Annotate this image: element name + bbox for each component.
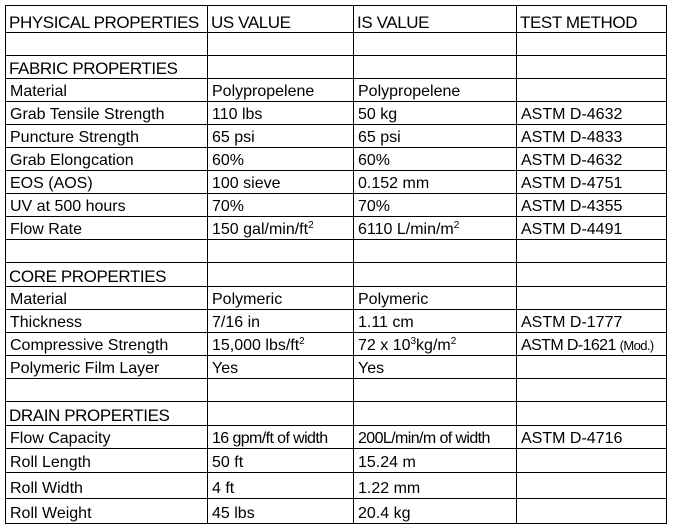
table-row [6,333,667,356]
superscript: 2 [450,336,457,347]
section-title-fabric: FABRIC PROPERTIES [6,56,208,79]
is-value: 1.11 cm [354,310,517,333]
test-method [517,333,667,356]
empty-cell [6,379,208,402]
header-test-method: TEST METHOD [517,6,667,33]
table-row [6,217,667,240]
test-method-note: (Mod.) [619,338,654,353]
is-value [354,333,517,356]
us-value: 70% [208,194,354,217]
empty-cell [6,33,208,56]
table-row [6,148,667,171]
is-value: Polymeric [354,287,517,310]
header-row [6,6,667,33]
is-value: 50 kg [354,102,517,125]
superscript: 3 [410,336,417,347]
empty-cell [208,56,354,79]
is-value-text: 72 x 10 [358,337,411,354]
test-method [517,356,667,379]
us-value: 50 ft [208,449,354,473]
header-is-value: IS VALUE [354,6,517,33]
empty-cell [354,240,517,263]
table-row [6,356,667,379]
property-name: Flow Capacity [6,426,208,449]
us-value-text: 150 gal/min/ft [212,221,309,238]
test-method: ASTM D-4751 [517,171,667,194]
empty-cell [354,33,517,56]
property-name: Flow Rate [6,217,208,240]
is-value: 15.24 m [354,449,517,473]
us-value: Yes [208,356,354,379]
section-title-core: CORE PROPERTIES [6,263,208,287]
empty-cell [6,240,208,263]
is-value: 60% [354,148,517,171]
is-value: Polypropelene [354,79,517,102]
test-method: ASTM D-4716 [517,426,667,449]
is-value: 65 psi [354,125,517,148]
spacer-row [6,33,667,56]
property-name: UV at 500 hours [6,194,208,217]
test-method: ASTM D-4632 [517,148,667,171]
empty-cell [354,379,517,402]
is-value-unit: kg/m [416,337,451,354]
property-name: Grab Tensile Strength [6,102,208,125]
us-value: 60% [208,148,354,171]
test-method: ASTM D-4355 [517,194,667,217]
us-value [208,217,354,240]
empty-cell [208,33,354,56]
us-value: 7/16 in [208,310,354,333]
us-value: Polypropelene [208,79,354,102]
is-value: 200L/min/m of width [354,426,517,449]
property-name: Compressive Strength [6,333,208,356]
superscript: 2 [453,220,460,231]
table-row [6,194,667,217]
empty-cell [517,379,667,402]
table-row [6,426,667,449]
empty-cell [354,263,517,287]
table-row [6,310,667,333]
empty-cell [517,56,667,79]
section-row-core [6,263,667,287]
property-name: Material [6,287,208,310]
property-name: Polymeric Film Layer [6,356,208,379]
us-value: 4 ft [208,473,354,499]
test-method [517,79,667,102]
spacer-row [6,379,667,402]
is-value [354,217,517,240]
empty-cell [354,56,517,79]
us-value-text: 15,000 lbs/ft [212,337,300,354]
table-row [6,499,667,524]
property-name: EOS (AOS) [6,171,208,194]
us-value: 100 sieve [208,171,354,194]
is-value-text: 6110 L/min/m [358,221,454,238]
test-method [517,499,667,524]
property-name: Roll Weight [6,499,208,524]
is-value: 20.4 kg [354,499,517,524]
properties-table [5,5,667,524]
us-value [208,333,354,356]
empty-cell [517,402,667,426]
header-us-value: US VALUE [208,6,354,33]
us-value: 65 psi [208,125,354,148]
header-physical-properties: PHYSICAL PROPERTIES [6,6,208,33]
empty-cell [517,240,667,263]
table-row [6,102,667,125]
is-value: 1.22 mm [354,473,517,499]
empty-cell [208,402,354,426]
is-value: 0.152 mm [354,171,517,194]
property-name: Material [6,79,208,102]
is-value: 70% [354,194,517,217]
test-method [517,449,667,473]
is-value: Yes [354,356,517,379]
property-name: Roll Length [6,449,208,473]
table-row [6,287,667,310]
spacer-row [6,240,667,263]
empty-cell [208,240,354,263]
test-method [517,287,667,310]
empty-cell [208,263,354,287]
us-value: 45 lbs [208,499,354,524]
table-row [6,171,667,194]
superscript: 2 [299,336,305,347]
us-value: 16 gpm/ft of width [208,426,354,449]
table-row [6,449,667,473]
test-method [517,473,667,499]
test-method: ASTM D-4491 [517,217,667,240]
test-method-text: ASTM D-1621 [521,337,616,354]
us-value: 110 lbs [208,102,354,125]
table-row [6,79,667,102]
property-name: Roll Width [6,473,208,499]
test-method: ASTM D-4833 [517,125,667,148]
superscript: 2 [308,220,314,231]
section-row-drain [6,402,667,426]
empty-cell [517,33,667,56]
empty-cell [354,402,517,426]
empty-cell [517,263,667,287]
table-row [6,473,667,499]
property-name: Puncture Strength [6,125,208,148]
property-name: Grab Elongcation [6,148,208,171]
empty-cell [208,379,354,402]
test-method: ASTM D-1777 [517,310,667,333]
table-row [6,125,667,148]
section-title-drain: DRAIN PROPERTIES [6,402,208,426]
us-value: Polymeric [208,287,354,310]
test-method: ASTM D-4632 [517,102,667,125]
section-row-fabric [6,56,667,79]
property-name: Thickness [6,310,208,333]
